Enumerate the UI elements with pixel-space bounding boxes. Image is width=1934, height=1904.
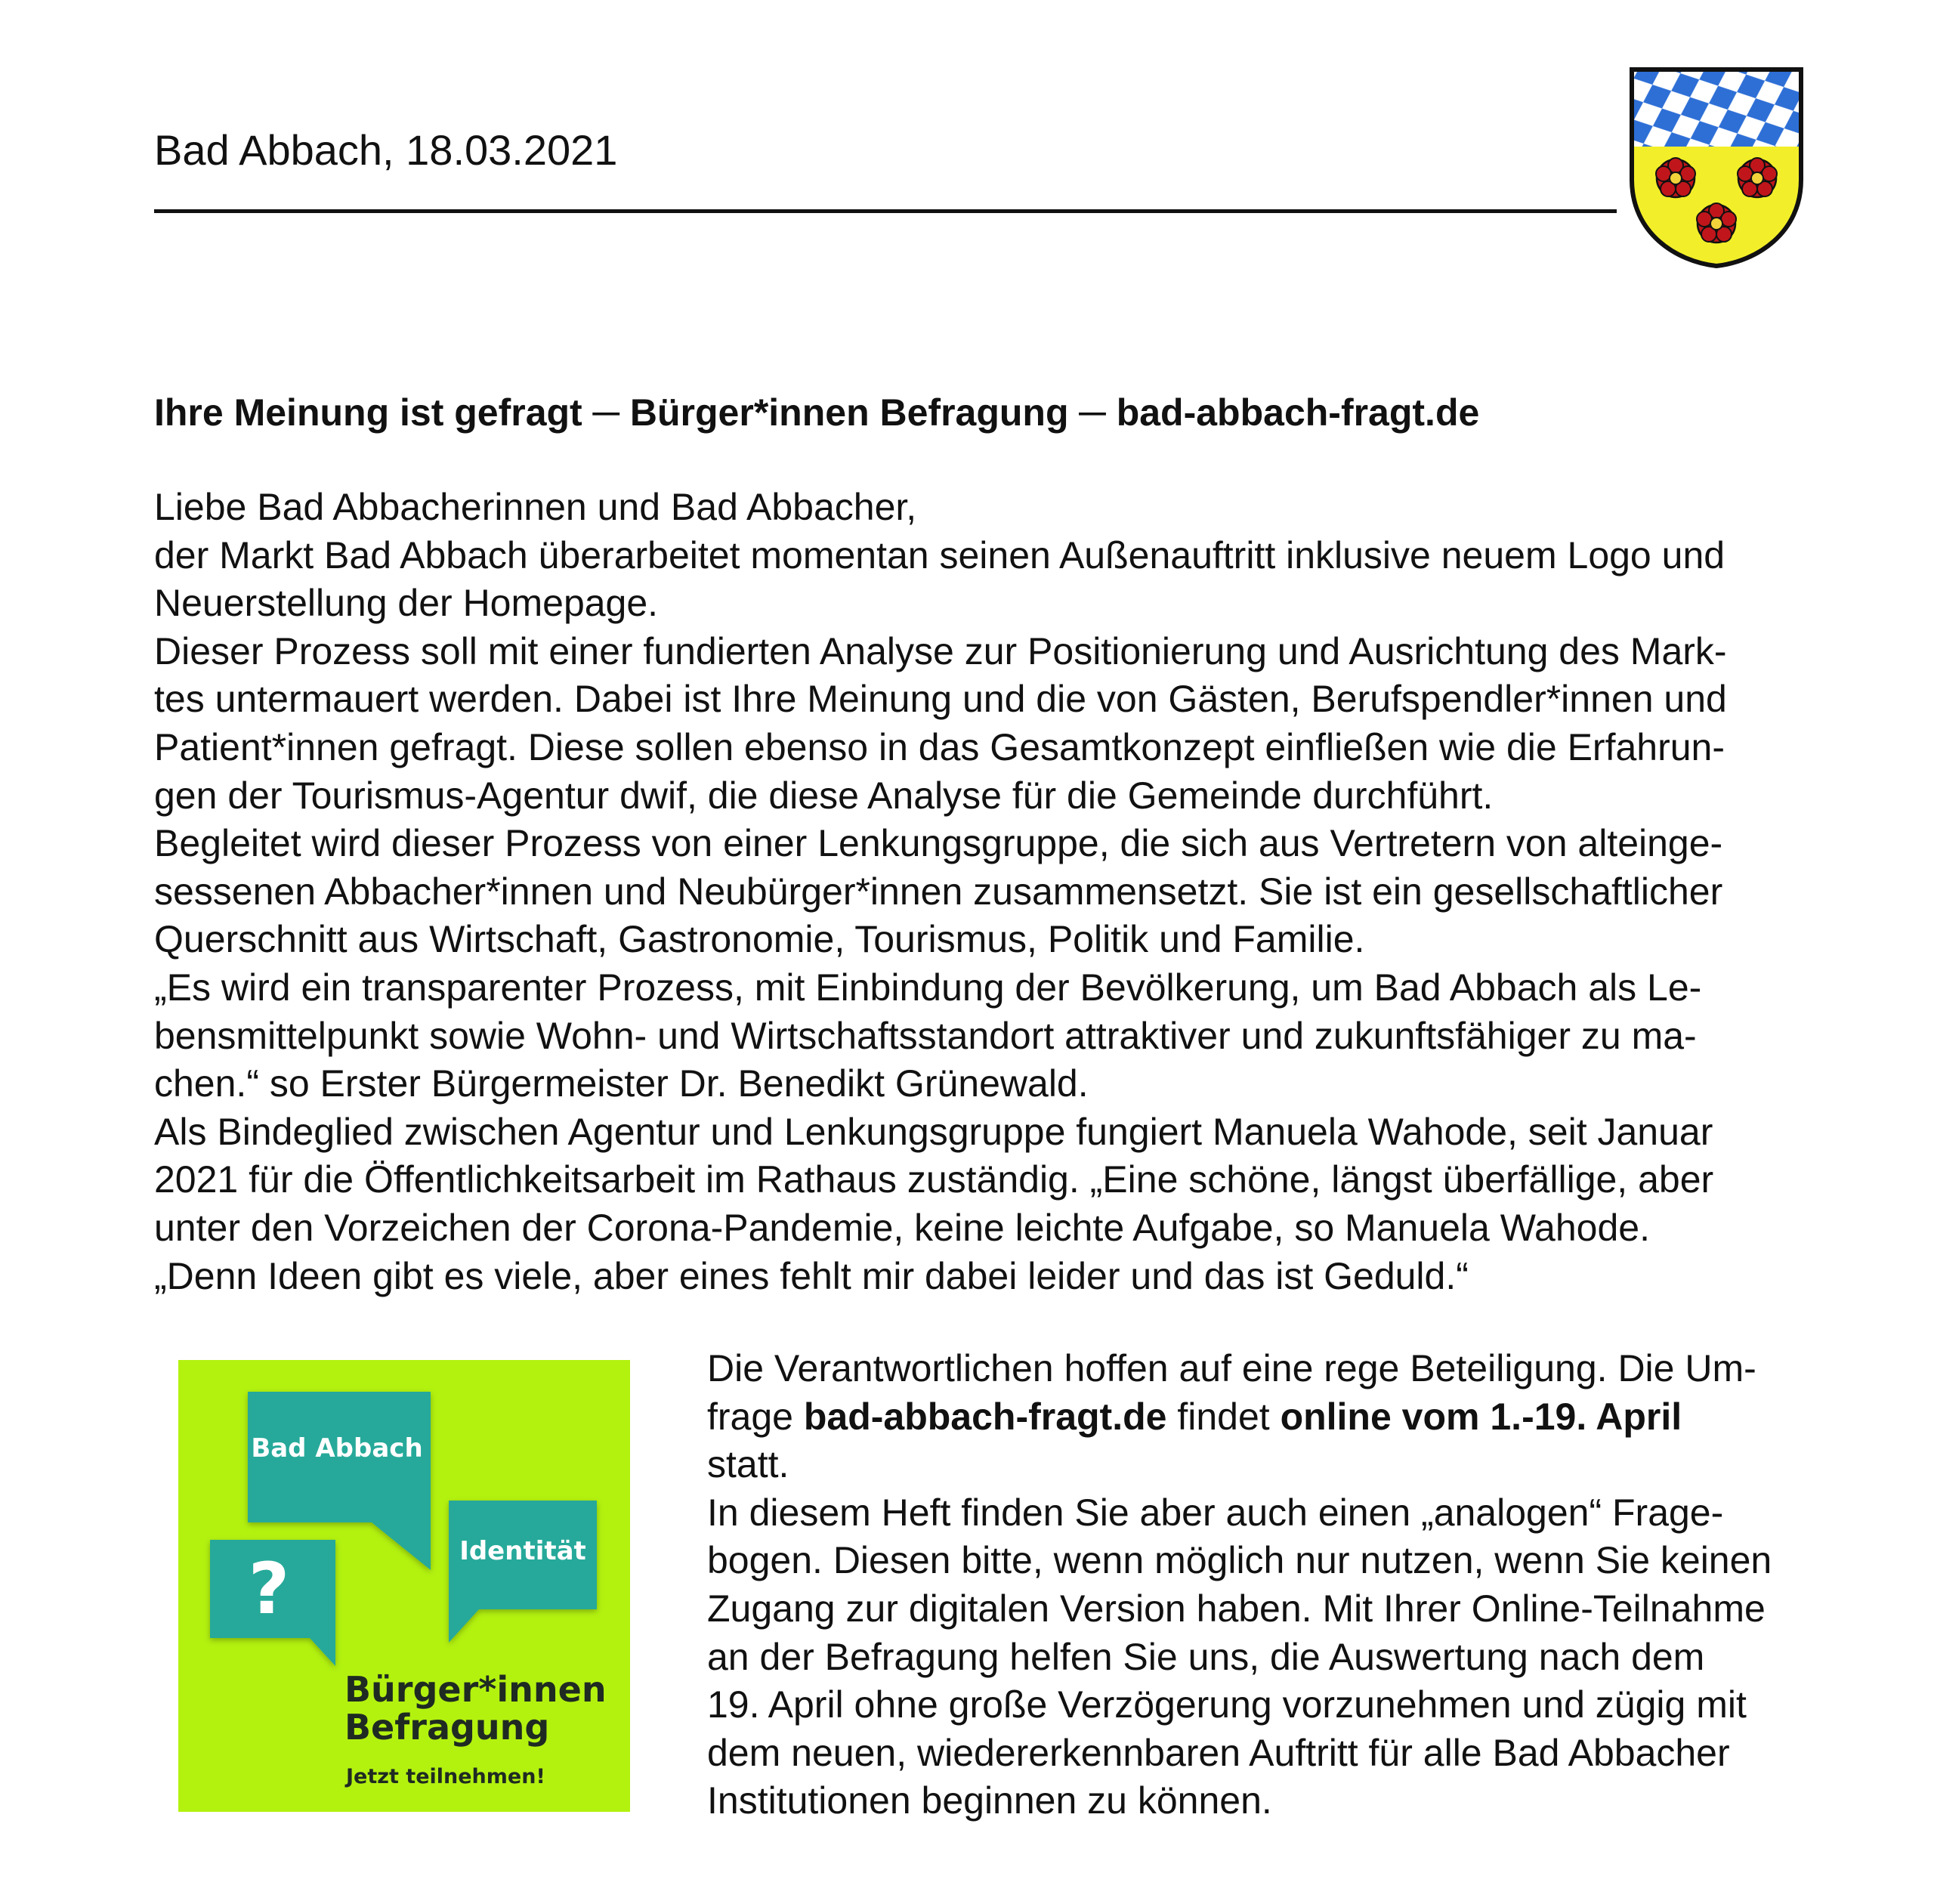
body-line: Patient*innen gefragt. Diese sollen ebenso in das Gesamtkonzept einfließen wie die Erfahrun- [154,725,1725,768]
bubble-label-identitaet: Identität [459,1536,586,1566]
body-line: Dieser Prozess soll mit einer fundierten Analyse zur Positionierung und Ausrichtung des Mark- [154,629,1727,672]
body-line: Liebe Bad Abbacherinnen und Bad Abbacher, [154,486,917,528]
closing-line: frage bad-abbach-fragt.de findet online vom 1.-19. April [707,1395,1682,1438]
closing-paragraph [707,1345,1855,1825]
header-divider [154,209,1617,213]
closing-line: 19. April ohne große Verzögerung vorzunehmen und zügig mit [707,1683,1747,1726]
survey-url: bad-abbach-fragt.de [803,1395,1167,1438]
closing-line: Institutionen beginnen zu können. [707,1779,1272,1822]
body-line: „Denn Ideen gibt es viele, aber eines fehlt mir dabei leider und das ist Geduld.“ [154,1254,1469,1297]
closing-line: Die Verantwortlichen hoffen auf eine rege Beteiligung. Die Um- [707,1347,1756,1389]
coat-of-arms-icon [1629,66,1804,269]
body-line: chen.“ so Erster Bürgermeister Dr. Benedikt Grünewald. [154,1062,1089,1105]
article-body [154,484,1831,1300]
body-line: tes untermauert werden. Dabei ist Ihre Meinung und die von Gästen, Berufspendler*innen und [154,678,1727,721]
closing-line: an der Befragung helfen Sie uns, die Auswertung nach dem [707,1635,1705,1678]
promo-cta: Jetzt teilnehmen! [346,1765,545,1788]
promo-title-line2: Befragung [344,1707,550,1748]
body-line: unter den Vorzeichen der Corona-Pandemie, keine leichte Aufgabe, so Manuela Wahode. [154,1206,1650,1249]
survey-dates: online vom 1.-19. April [1280,1395,1682,1438]
survey-promo-graphic [178,1360,630,1812]
body-line: bensmittelpunkt sowie Wohn- und Wirtschaftsstandort attraktiver und zukunftsfähiger zu ma- [154,1014,1697,1057]
place-date: Bad Abbach, 18.03.2021 [154,126,618,174]
closing-line: Zugang zur digitalen Version haben. Mit Ihrer Online-Teilnahme [707,1587,1766,1630]
closing-line: statt. [707,1443,789,1486]
body-line: sessenen Abbacher*innen und Neubürger*innen zusammensetzt. Sie ist ein gesellschaftlicher [154,870,1723,913]
closing-line: In diesem Heft finden Sie aber auch einen „analogen“ Frage- [707,1491,1724,1534]
closing-line: dem neuen, wiedererkennbaren Auftritt für alle Bad Abbacher [707,1731,1730,1774]
body-line: gen der Tourismus-Agentur dwif, die diese Analyse für die Gemeinde durchführt. [154,774,1494,817]
closing-line: bogen. Diesen bitte, wenn möglich nur nutzen, wenn Sie keinen [707,1539,1772,1582]
body-line: Begleitet wird dieser Prozess von einer Lenkungsgruppe, die sich aus Vertretern von alteinge- [154,822,1723,865]
bubble-label-bad-abbach: Bad Abbach [251,1433,423,1464]
body-line: 2021 für die Öffentlichkeitsarbeit im Rathaus zuständig. „Eine schöne, längst überfällige, aber [154,1158,1714,1201]
body-line: Querschnitt aus Wirtschaft, Gastronomie, Tourismus, Politik und Familie. [154,918,1365,961]
body-line: der Markt Bad Abbach überarbeitet momentan seinen Außenauftritt inklusive neuem Logo und [154,533,1725,576]
body-line: Neuerstellung der Homepage. [154,582,659,625]
question-mark-icon: ? [248,1548,290,1630]
body-line: „Es wird ein transparenter Prozess, mit Einbindung der Bevölkerung, um Bad Abbach als Le- [154,966,1702,1009]
body-line: Als Bindeglied zwischen Agentur und Lenkungsgruppe fungiert Manuela Wahode, seit Januar [154,1110,1713,1153]
promo-title-line1: Bürger*innen [344,1669,607,1710]
article-headline: Ihre Meinung ist gefragt ─ Bürger*innen Befragung ─ bad-abbach-fragt.de [154,391,1480,434]
